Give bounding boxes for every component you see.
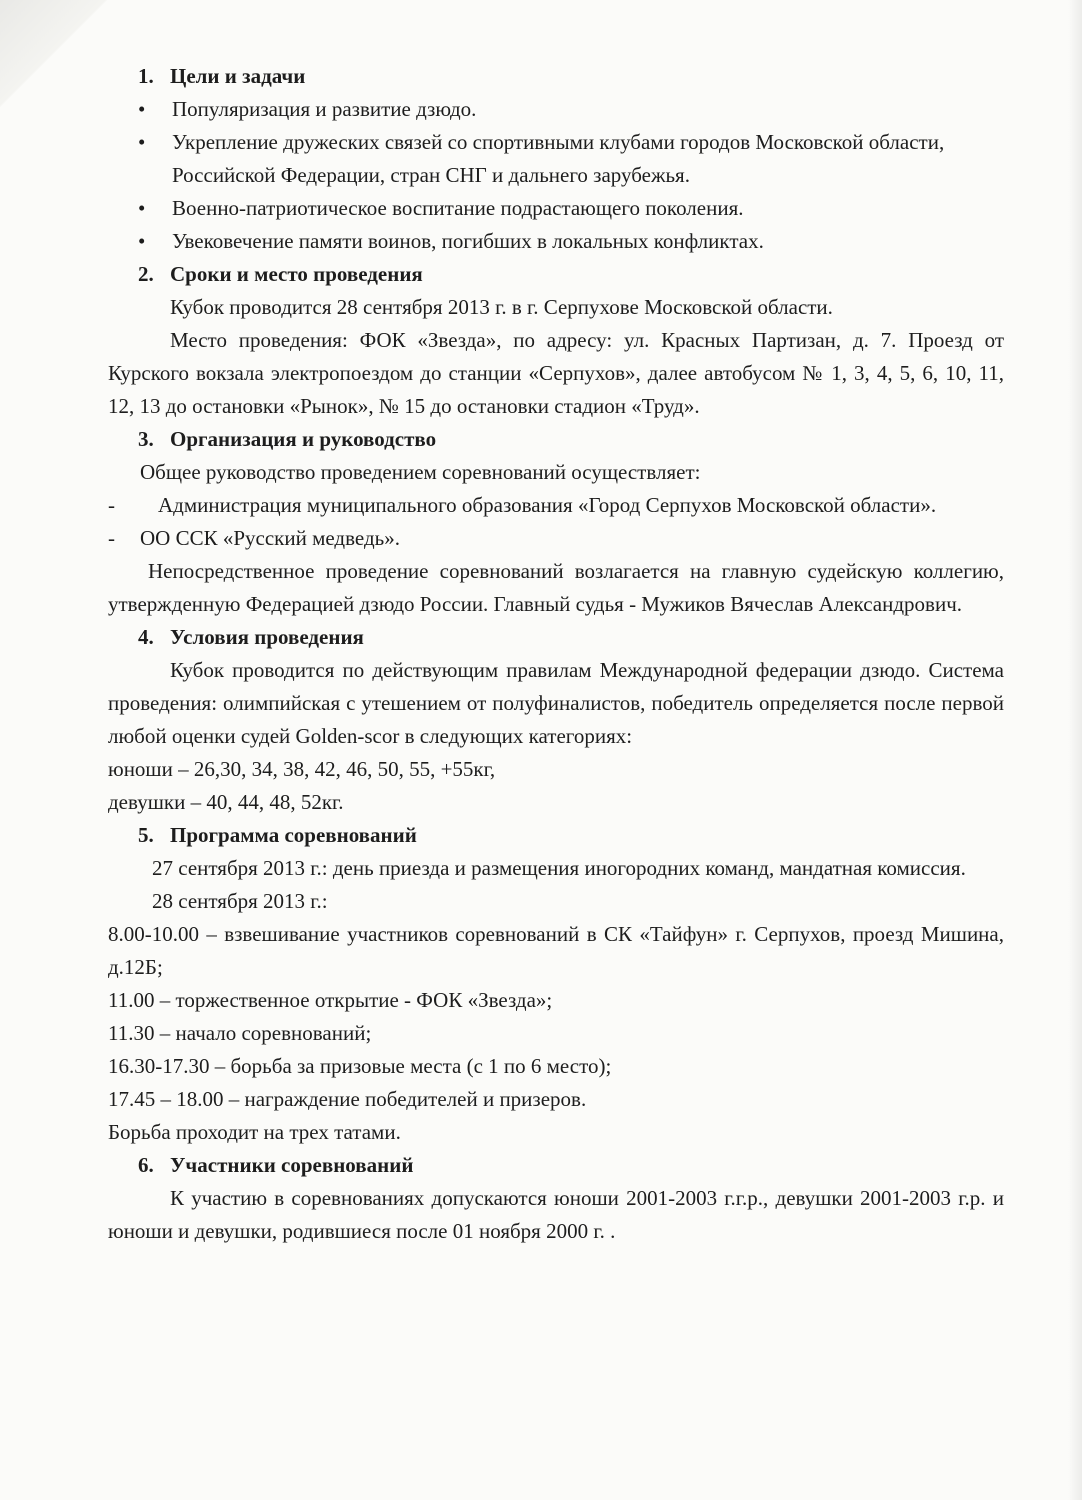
section-number: 4. [138,625,154,649]
list-item-text: Увековечение памяти воинов, погибших в локальных конфликтах. [172,229,764,253]
list-item [108,192,1004,225]
list-item-text: Военно-патриотическое воспитание подрастающего поколения. [172,196,744,220]
section-title: Участники соревнований [170,1153,414,1177]
weight-categories-girls: девушки – 40, 44, 48, 52кг. [108,790,344,814]
list-item-text: Укрепление дружеских связей со спортивными клубами городов Московской области, Российской Федерации, стран СНГ и дальнего зарубежья. [172,130,945,187]
section-number: 3. [138,427,154,451]
bullet-icon: • [138,130,146,154]
bullet-icon: • [138,97,146,121]
paragraph: К участию в соревнованиях допускаются юноши 2001-2003 г.г.р., девушки 2001-2003 г.р. и юноши и девушки, родившиеся после 01 ноября 2000 г. . [108,1186,1004,1243]
paragraph: Кубок проводится по действующим правилам Международной федерации дзюдо. Система проведения: олимпийская с утешением от полуфиналистов, победитель определяется после первой любой оценки судей Golden-scor в следующих категориях: [108,658,1004,748]
list-item [108,489,1004,522]
document-page [108,60,1004,1248]
schedule-item: 11.30 – начало соревнований; [108,1021,372,1045]
section-number: 2. [138,262,154,286]
list-item [108,225,1004,258]
section-5-heading [108,819,1004,852]
list-item-text: ОО ССК «Русский медведь». [140,526,400,550]
list-item [108,126,1004,192]
section-number: 1. [138,64,154,88]
section-1-heading [108,60,1004,93]
section-title: Цели и задачи [170,64,306,88]
paragraph: Непосредственное проведение соревнований возлагается на главную судейскую коллегию, утвержденную Федерацией дзюдо России. Главный судья - Мужиков Вячеслав Александрович. [108,559,1004,616]
schedule-item: Борьба проходит на трех татами. [108,1120,401,1144]
dash-marker: - [108,493,115,517]
list-item-text: Администрация муниципального образования «Город Серпухов Московской области». [158,493,937,517]
weight-categories-boys: юноши – 26,30, 34, 38, 42, 46, 50, 55, +55кг, [108,757,496,781]
list-item-text: Популяризация и развитие дзюдо. [172,97,477,121]
section-3-heading [108,423,1004,456]
paragraph: Место проведения: ФОК «Звезда», по адресу: ул. Красных Партизан, д. 7. Проезд от Курского вокзала электропоездом до станции «Серпухов», далее автобусом № 1, 3, 4, 5, 6, 10, 11, 12, 13 до остановки «Рынок», № 15 до остановки стадион «Труд». [108,328,1004,418]
schedule-item: 11.00 – торжественное открытие - ФОК «Звезда»; [108,988,553,1012]
schedule-item: 17.45 – 18.00 – награждение победителей и призеров. [108,1087,587,1111]
section-title: Организация и руководство [170,427,437,451]
section-6-heading [108,1149,1004,1182]
dash-marker: - [108,526,115,550]
section-number: 6. [138,1153,154,1177]
paragraph: Общее руководство проведением соревнований осуществляет: [140,460,701,484]
bullet-icon: • [138,196,146,220]
bullet-icon: • [138,229,146,253]
section-title: Программа соревнований [170,823,417,847]
section-title: Сроки и место проведения [170,262,423,286]
section-title: Условия проведения [170,625,364,649]
section-2-heading [108,258,1004,291]
page-corner-fold [0,0,110,110]
section-number: 5. [138,823,154,847]
section-4-heading [108,621,1004,654]
schedule-item: 8.00-10.00 – взвешивание участников соревнований в СК «Тайфун» г. Серпухов, проезд Мишина, д.12Б; [108,922,1004,979]
list-item [108,522,1004,555]
schedule-day-2: 28 сентября 2013 г.: [152,889,328,913]
paragraph: Кубок проводится 28 сентября 2013 г. в г. Серпухове Московской области. [170,295,833,319]
schedule-day-1: 27 сентября 2013 г.: день приезда и размещения иногородних команд, мандатная комиссия. [152,856,966,880]
schedule-item: 16.30-17.30 – борьба за призовые места (с 1 по 6 место); [108,1054,612,1078]
list-item [108,93,1004,126]
page-edge-shadow [1068,0,1082,1500]
